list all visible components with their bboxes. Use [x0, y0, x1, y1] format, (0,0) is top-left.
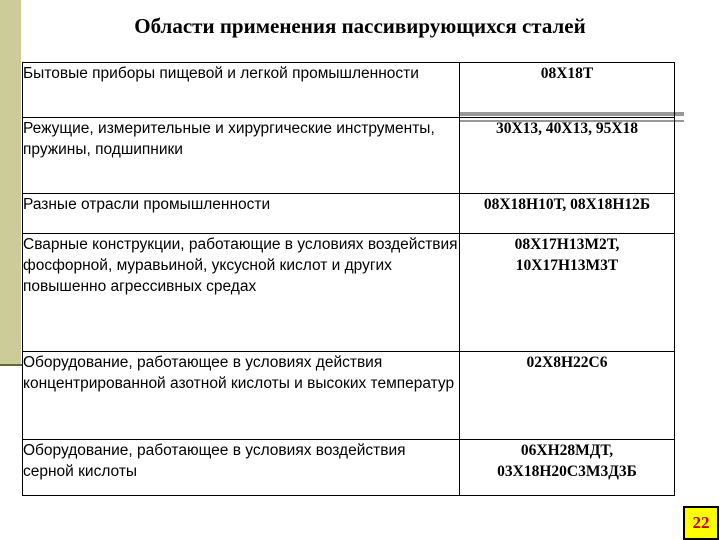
application-cell: Режущие, измерительные и хирургические инструменты, пружины, подшипники: [23, 118, 460, 194]
steel-grade: 08Х18Т: [540, 65, 594, 82]
steel-grade-cell: [460, 440, 675, 496]
table-row: [23, 352, 675, 440]
decorative-side-line: [0, 364, 22, 366]
steel-grade: 30Х13, 40Х13, 95Х18: [495, 120, 639, 137]
decorative-side-bar: [0, 0, 21, 364]
steel-grade: 06ХН28МДТ,: [520, 442, 614, 459]
table-row: [23, 440, 675, 496]
steel-grade: 10Х17Н13М3Т: [515, 257, 619, 274]
application-cell: Разные отрасли промышленности: [23, 194, 460, 234]
table-row: [23, 194, 675, 234]
steel-applications-table: [22, 62, 675, 496]
steel-grade-cell: [460, 194, 675, 234]
application-cell: Сварные конструкции, работающие в условиях воздействия фосфорной, муравьиной, уксусной кислот и других повышенно агрессивных средах: [23, 234, 460, 352]
steel-grade: 08Х17Н13М2Т,: [514, 236, 620, 253]
steel-grade-cell: [460, 63, 675, 118]
slide-title: Области применения пассивирующихся сталей: [134, 14, 586, 38]
table-row: [23, 118, 675, 194]
table-row: [23, 63, 675, 118]
steel-grade: 08Х18Н10Т, 08Х18Н12Б: [483, 196, 651, 213]
steel-grade-cell: [460, 352, 675, 440]
steel-grade: 02Х8Н22С6: [526, 354, 608, 371]
steel-grade-cell: [460, 234, 675, 352]
application-cell: Оборудование, работающее в условиях действия концентрированной азотной кислоты и высоких температур: [23, 352, 460, 440]
application-cell: Оборудование, работающее в условиях воздействия серной кислоты: [23, 440, 460, 496]
table-row: [23, 234, 675, 352]
steel-grade-cell: [460, 118, 675, 194]
page-number-badge: 22: [683, 506, 719, 540]
steel-grade: 03Х18Н20С3М3Д3Б: [497, 463, 637, 480]
application-cell: Бытовые приборы пищевой и легкой промышленности: [23, 63, 460, 118]
